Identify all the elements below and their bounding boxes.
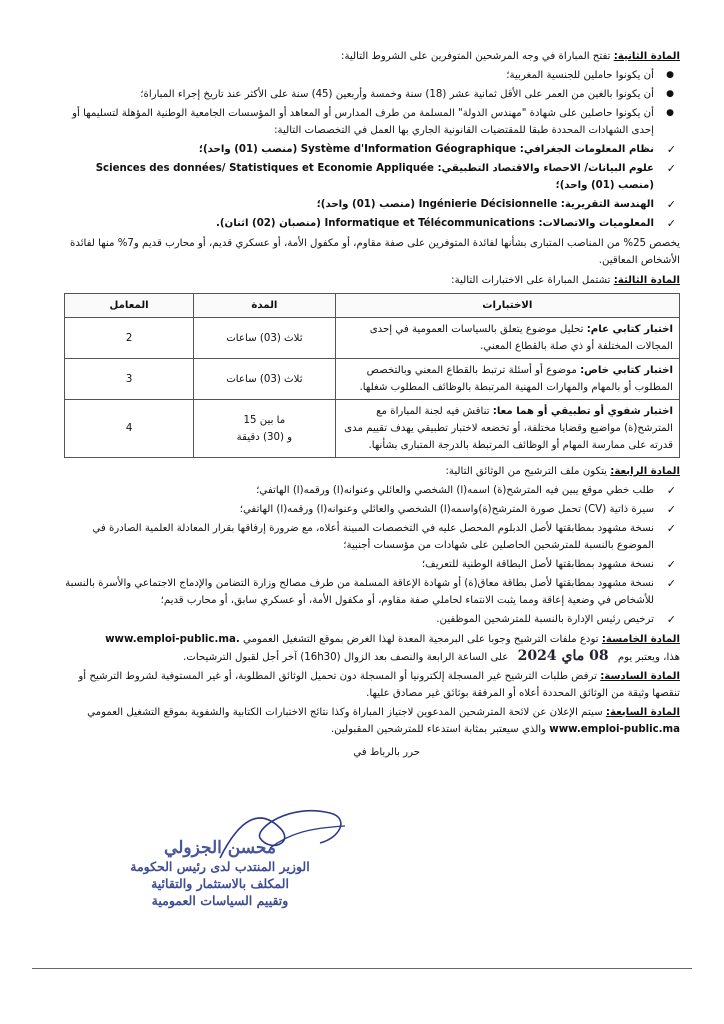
quota-paragraph: يخصص 25% من المناصب المتبارى بشأنها لفائدة المتوفرين على صفة مقاوم، أو مكفول الأمة، أو عسكري قديم، أو محارب قديم و7% منها لفائدة الأشخاص المعاقين. xyxy=(70,238,680,266)
exam-cell xyxy=(335,359,679,400)
document-item xyxy=(64,611,680,628)
article-6-paragraph xyxy=(64,668,680,702)
duration-line: ما بين 15 xyxy=(243,414,286,426)
duration-cell: ثلاث (03) ساعات xyxy=(194,318,335,359)
header-duration: المدة xyxy=(194,294,335,318)
document-item xyxy=(64,482,680,499)
document-text: طلب خطي موقع يبين فيه المترشح(ة) اسمه(ا) الشخصي والعائلي وعنوانه(ا) ورقمه(ا) الهاتفي؛ xyxy=(256,485,654,496)
emploi-public-link[interactable]: www.emploi-public.ma. xyxy=(105,634,240,645)
duration-line: و (30) دقيقة xyxy=(236,431,293,443)
document-text: ترخيص رئيس الإدارة بالنسبة للمترشحين الموظفين. xyxy=(436,614,654,625)
article-4-title: المادة الرابعة: xyxy=(610,466,680,477)
check-icon: ✓ xyxy=(666,484,676,497)
document-page xyxy=(64,48,680,761)
table-header-row xyxy=(65,294,680,318)
deadline-date: 08 ماي 2024 xyxy=(517,648,609,664)
specialties-list xyxy=(64,141,680,232)
documents-list xyxy=(64,482,680,628)
document-item xyxy=(64,501,680,518)
closing-line: حرر بالرباط في xyxy=(353,747,420,758)
article-5-title: المادة الخامسة: xyxy=(601,634,680,645)
deadline-text-a: هذا، ويعتبر يوم xyxy=(617,652,680,663)
check-icon: ✓ xyxy=(666,162,676,175)
article-7-text2: والذي سيعتبر بمثابة استدعاء للمترشحين المقبولين. xyxy=(330,724,550,735)
official-stamp xyxy=(110,838,330,909)
document-text: نسخة مشهود بمطابقتها لأصل بطاقة معاق(ة) أو شهادة الإعاقة المسلمة من طرف مصالح وزارة التضامن والإدماج الاجتماعي والأسرة بالنسبة للأشخاص في وضعية إعاقة ومما يثبت الانتماء لحاملي صفة مقاوم، أو مكفول الأمة، أو عسكري سابق، أو محارب قديم؛ xyxy=(65,578,654,606)
specialty-item xyxy=(64,141,680,158)
deadline-text-b: على الساعة الرابعة والنصف بعد الزوال (16h30) آخر أجل لقبول الترشيحات. xyxy=(183,652,509,663)
coef-cell: 2 xyxy=(65,318,194,359)
stamp-line: الوزير المنتدب لدى رئيس الحكومة xyxy=(130,859,310,874)
table-row xyxy=(65,359,680,400)
emploi-public-link[interactable]: www.emploi-public.ma xyxy=(549,724,680,735)
header-coef: المعامل xyxy=(65,294,194,318)
check-icon: ✓ xyxy=(666,217,676,230)
check-icon: ✓ xyxy=(666,577,676,590)
footer-divider xyxy=(32,968,692,969)
document-item xyxy=(64,575,680,609)
document-item xyxy=(64,556,680,573)
specialty-text: علوم البيانات/ الاحصاء والاقتصاد التطبيقي: Sciences des données/ Statistiques et Economie Appliquée (منصب (01) واحد)؛ xyxy=(95,163,654,191)
article-5-text: تودع ملفات الترشيح وجوبا على البرمجية المعدة لهذا الغرض بموقع التشغيل العمومي xyxy=(242,634,602,645)
exam-label: اختبار شفوي أو تطبيقي أو هما معا: xyxy=(492,406,673,417)
article-3-text: تشتمل المباراة على الاختبارات التالية: xyxy=(451,275,614,286)
specialty-text: المعلوميات والاتصالات: Informatique et Télécommunications (منصبان (02) اثنان). xyxy=(215,218,654,229)
article-4-intro xyxy=(64,463,680,480)
table-row xyxy=(65,318,680,359)
coef-cell: 4 xyxy=(65,400,194,458)
specialty-item xyxy=(64,215,680,232)
duration-cell: ثلاث (03) ساعات xyxy=(194,359,335,400)
document-text: نسخة مشهود بمطابقتها لأصل الدبلوم المحصل عليه في التخصصات المبينة أعلاه، مع ضرورة إرفاقها بقرار المعادلة العلمية الصادرة في الموضوع بالنسبة للمترشحين الحاصلين على شهادات من مؤسسات أجنبية؛ xyxy=(92,523,654,551)
check-icon: ✓ xyxy=(666,613,676,626)
document-text: سيرة ذاتية (CV) تحمل صورة المترشح(ة)واسمه(ا) الشخصي والعائلي وعنوانه(ا) ورقمه(ا) الهاتفي؛ xyxy=(239,504,654,515)
stamp-name: محسن الجزولي xyxy=(164,838,276,858)
specialty-item xyxy=(64,160,680,194)
article-2-title: المادة الثانية: xyxy=(613,51,680,62)
condition-item: ● أن يكونوا بالغين من العمر على الأقل ثمانية عشر (18) سنة وخمسة وأربعين (45) سنة على الأكثر عند تاريخ إجراء المباراة؛ xyxy=(64,86,680,103)
check-icon: ✓ xyxy=(666,143,676,156)
duration-cell xyxy=(194,400,335,458)
article-7-text: سيتم الإعلان عن لائحة المترشحين المدعوين لاجتياز المباراة وكذا نتائج الاختبارات الكتابية والشفوية بموقع التشغيل العمومي xyxy=(87,707,606,718)
check-icon: ✓ xyxy=(666,503,676,516)
exam-desc: تناقش فيه لجنة المباراة مع المترشح(ة) مواضيع وقضايا مختلفة، أو تخضعه لاختبار تطبيقي يهدف تقييم مدى قدرته على ممارسة المهام أو الوظائف المرتبطة بالدرجة المتبارى بشأنها. xyxy=(344,406,673,451)
article-5-paragraph xyxy=(64,631,680,648)
exam-desc: تحليل موضوع يتعلق بالسياسات العمومية في إحدى المجالات المختلفة أو ذي صلة بالقطاع المعني. xyxy=(369,324,673,352)
exam-desc: موضوع أو أسئلة ترتبط بالقطاع المعني وبالتخصص المطلوب أو بالمهام والمهارات المهنية المرتبطة بالوظائف المطلوب شغلها. xyxy=(359,365,673,393)
check-icon: ✓ xyxy=(666,558,676,571)
exam-label: اختبار كتابي خاص: xyxy=(580,365,673,376)
table-row xyxy=(65,400,680,458)
document-text: نسخة مشهود بمطابقتها لأصل البطاقة الوطنية للتعريف؛ xyxy=(421,559,654,570)
check-icon: ✓ xyxy=(666,198,676,211)
header-exams: الاختبارات xyxy=(335,294,679,318)
exam-cell xyxy=(335,400,679,458)
article-7-paragraph xyxy=(64,704,680,738)
stamp-line: المكلف بالاستثمار والتقائية xyxy=(151,876,289,891)
article-3-title: المادة الثالثة: xyxy=(613,275,680,286)
condition-item: ● أن يكونوا حاصلين على شهادة "مهندس الدولة" المسلمة من طرف المدارس أو المعاهد أو المؤسسات الجامعية الوطنية المؤهلة لتسليمها أو إحدى الشهادات المحددة طبقا للمقتضيات القانونية الجاري بها العمل في التخصصات التالية: xyxy=(64,105,680,139)
article-7-title: المادة السابعة: xyxy=(605,707,680,718)
specialty-item xyxy=(64,196,680,213)
article-6-text: ترفض طلبات الترشيح غير المسجلة إلكترونيا أو المسجلة دون تحميل الوثائق المطلوبة، أو غير المستوفية لشروط الترشيح أو تنقصها وثيقة من الوثائق المحددة أعلاه أو المرفقة بوثائق غير مصادق عليها. xyxy=(78,671,680,699)
exams-table xyxy=(64,293,680,458)
article-3-intro xyxy=(64,272,680,289)
document-item xyxy=(64,520,680,554)
article-4-text: يتكون ملف الترشيح من الوثائق التالية: xyxy=(445,466,611,477)
article-6-title: المادة السادسة: xyxy=(600,671,680,682)
article-2-intro xyxy=(64,48,680,65)
exam-label: اختبار كتابي عام: xyxy=(586,324,673,335)
specialty-text: الهندسة التقريرية: Ingénierie Décisionnelle (منصب (01) واحد)؛ xyxy=(316,199,654,210)
deadline-paragraph xyxy=(64,648,680,666)
specialty-text: نظام المعلومات الجغرافي: Système d'Information Géographique (منصب (01) واحد)؛ xyxy=(198,144,654,155)
exam-cell xyxy=(335,318,679,359)
coef-cell: 3 xyxy=(65,359,194,400)
article-2-text: تفتح المباراة في وجه المرشحين المتوفرين على الشروط التالية: xyxy=(341,51,614,62)
stamp-line: وتقييم السياسات العمومية xyxy=(151,893,289,908)
conditions-list xyxy=(64,67,680,139)
check-icon: ✓ xyxy=(666,522,676,535)
condition-item: ● أن يكونوا حاملين للجنسية المغربية؛ xyxy=(64,67,680,84)
